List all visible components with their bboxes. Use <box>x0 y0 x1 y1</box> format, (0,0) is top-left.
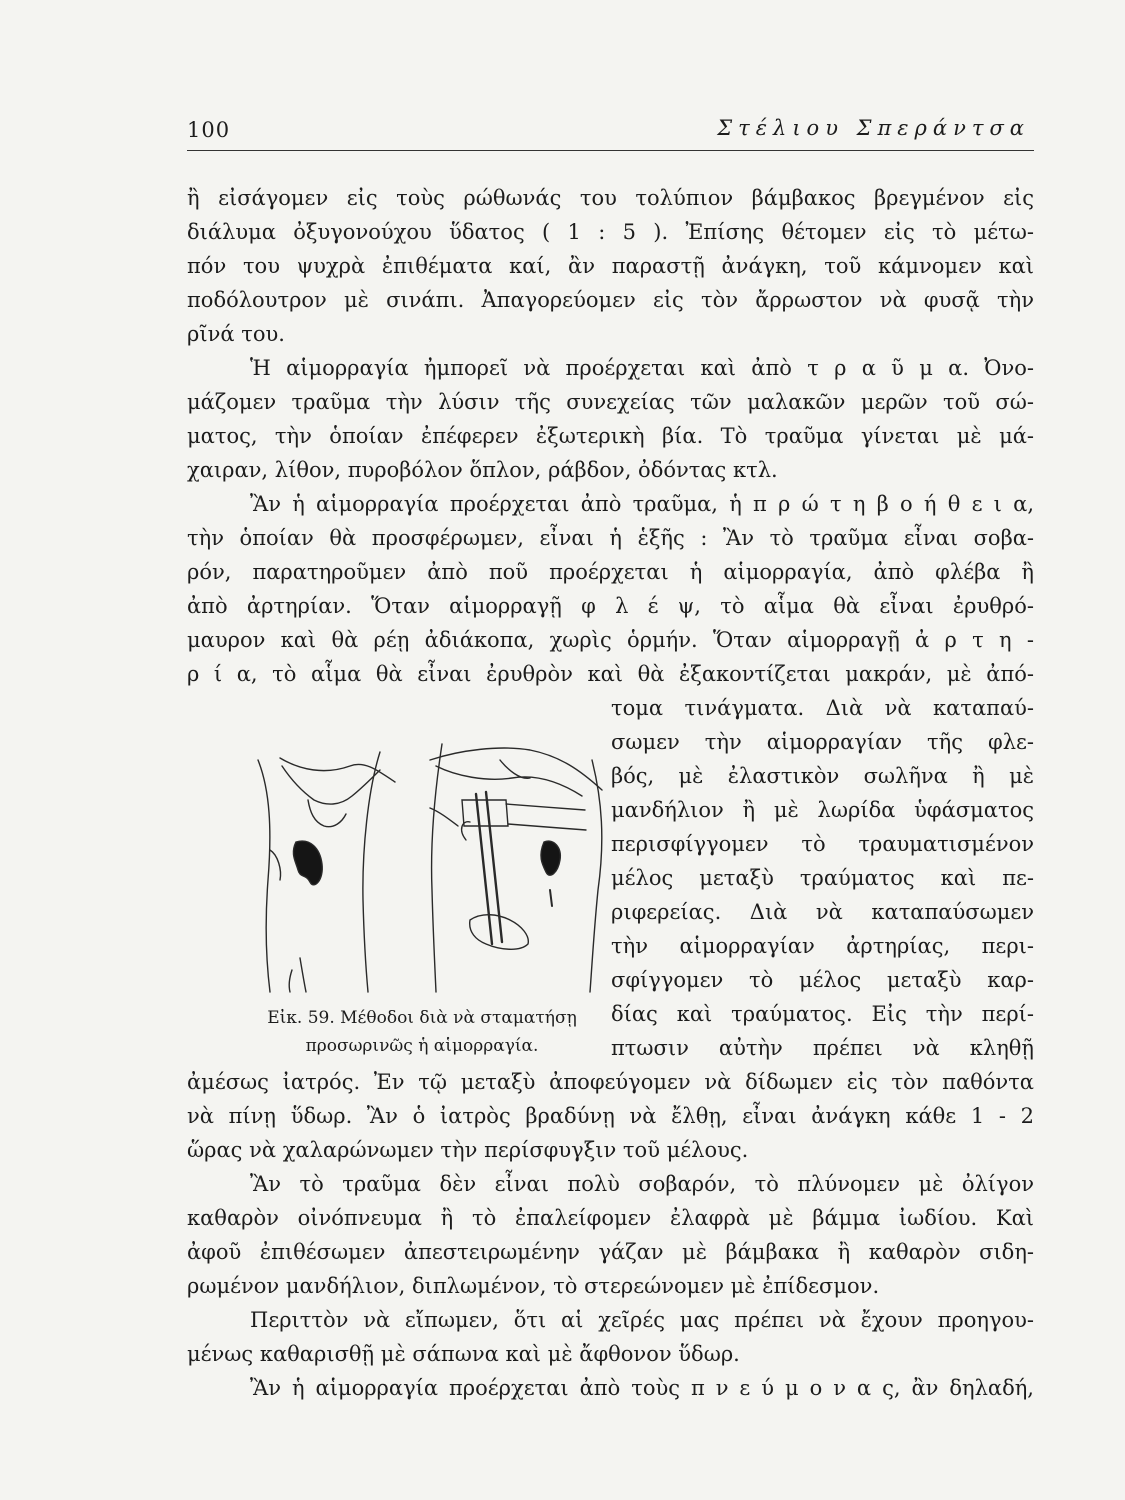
right-cloth <box>430 748 602 790</box>
text-line: σωμεν τὴν αἱμορραγίαν τῆς φλε- <box>611 730 1034 754</box>
text-line: μαυρον καὶ θὰ ρέῃ ἀδιάκοπα, χωρὶς ὁρμήν. Ὅταν αἱμορραγῇ ἀ ρ τ η - <box>187 628 1034 652</box>
text-line: καθαρὸν οἰνόπνευμα ἢ τὸ ἐπαλείφομεν ἐλαφρὰ μὲ βάμμα ἰωδίου. Καὶ <box>187 1206 1034 1230</box>
text-line: Ἂν τὸ τραῦμα δὲν εἶναι πολὺ σοβαρόν, τὸ πλύνομεν μὲ ὀλίγον <box>250 1172 1034 1196</box>
text-line: ρῖνά του. <box>187 322 285 346</box>
text-line: Περιττὸν νὰ εἴπωμεν, ὅτι αἱ χεῖρές μας πρέπει νὰ ἔχουν προηγου- <box>250 1308 1034 1332</box>
text-line: μανδήλιον ἢ μὲ λωρίδα ὑφάσματος <box>611 798 1034 822</box>
wound-left <box>293 841 322 885</box>
text-line: ὥρας νὰ χαλαρώνωμεν τὴν περίσφυγξιν τοῦ μέλους. <box>187 1138 749 1162</box>
figure-caption-line2: προσωρινῶς ἡ αἱμορραγία. <box>305 1036 539 1056</box>
text-line: πόν του ψυχρὰ ἐπιθέματα καί, ἂν παραστῇ ἀνάγκη, τοῦ κάμνομεν καὶ <box>187 254 1034 278</box>
text-line: ἀφοῦ ἐπιθέσωμεν ἀπεστειρωμένην γάζαν μὲ βάμβακα ἢ καθαρὸν σιδη- <box>187 1240 1034 1264</box>
text-line: ματος, τὴν ὁποίαν ἐπέφερεν ἐξωτερικὴ βία. Τὸ τραῦμα γίνεται μὲ μά- <box>187 424 1034 448</box>
text-line: διάλυμα ὀξυγονούχου ὕδατος ( 1 : 5 ). Ἐπίσης θέτομεν εἰς τὸ μέτω- <box>187 220 1034 244</box>
left-leg-outline-right <box>363 752 380 992</box>
running-title: Στέλιου Σπεράντσα <box>717 116 1030 140</box>
text-line: βός, μὲ ἐλαστικὸν σωλῆνα ἢ μὲ <box>611 764 1034 788</box>
text-line: ἢ εἰσάγομεν εἰς τοὺς ρώθωνάς του τολύπιον βάμβακος βρεγμένον εἰς <box>187 186 1034 210</box>
text-line: μάζομεν τραῦμα τὴν λύσιν τῆς συνεχείας τῶν μαλακῶν μερῶν τοῦ σώ- <box>187 390 1034 414</box>
wound-right <box>541 841 560 875</box>
text-line: περισφίγγομεν τὸ τραυματισμένον <box>611 832 1034 856</box>
text-line: τὴν αἱμορραγίαν ἀρτηρίας, περι- <box>611 934 1034 958</box>
left-leg-outline <box>258 760 270 992</box>
text-line: δίας καὶ τραύματος. Εἰς τὴν περί- <box>611 1002 1034 1026</box>
text-line: μέλος μεταξὺ τραύματος καὶ πε- <box>611 866 1034 890</box>
text-line: τὴν ὁποίαν θὰ προσφέρωμεν, εἶναι ἡ ἑξῆς : Ἂν τὸ τραῦμα εἶναι σοβα- <box>187 526 1034 550</box>
text-line: ποδόλουτρον μὲ σινάπι. Ἀπαγορεύομεν εἰς τὸν ἄρρωστον νὰ φυσᾷ τὴν <box>187 288 1034 312</box>
page-header <box>187 114 1034 151</box>
text-line: Ἂν ἡ αἱμορραγία προέρχεται ἀπὸ τοὺς π ν ε ύ μ ο ν α ς, ἂν δηλαδή, <box>250 1376 1034 1400</box>
figure-caption-line1: Εἰκ. 59. Μέθοδοι διὰ νὰ σταματήσῃ <box>267 1008 577 1028</box>
text-line: ἀμέσως ἰατρός. Ἐν τῷ μεταξὺ ἀποφεύγομεν νὰ δίδωμεν εἰς τὸν παθόντα <box>187 1070 1034 1094</box>
right-leg-outline-right <box>590 760 602 992</box>
text-line: ρ ί α, τὸ αἷμα θὰ εἶναι ἐρυθρὸν καὶ θὰ ἐξακοντίζεται μακράν, μὲ ἀπό- <box>187 662 1034 686</box>
text-line: ρωμένον μανδήλιον, διπλωμένον, τὸ στερεώνομεν μὲ ἐπίδεσμον. <box>187 1274 880 1298</box>
page-number: 100 <box>187 118 231 142</box>
text-line: νὰ πίνῃ ὕδωρ. Ἂν ὁ ἰατρὸς βραδύνῃ νὰ ἔλθῃ, εἶναι ἀνάγκη κάθε 1 - 2 <box>187 1104 1034 1128</box>
text-line: τομα τινάγματα. Διὰ νὰ καταπαύ- <box>611 696 1034 720</box>
text-line: πτωσιν αὐτὴν πρέπει νὰ κληθῇ <box>611 1036 1034 1060</box>
text-line: ρόν, παρατηροῦμεν ἀπὸ ποῦ προέρχεται ἡ αἱμορραγία, ἀπὸ φλέβα ἢ <box>187 560 1034 584</box>
tourniquet-illustration <box>230 730 615 998</box>
text-line: ἀπὸ ἀρτηρίαν. Ὅταν αἱμορραγῇ φ λ έ ψ, τὸ αἷμα θὰ εἶναι ἐρυθρό- <box>187 594 1034 618</box>
text-line: Ἂν ἡ αἱμορραγία προέρχεται ἀπὸ τραῦμα, ἡ π ρ ώ τ η β ο ή θ ε ι α, <box>250 492 1034 516</box>
text-line: μένως καθαρισθῇ μὲ σάπωνα καὶ μὲ ἄφθονον ὕδωρ. <box>187 1342 740 1366</box>
right-leg-outline <box>432 744 442 992</box>
text-line: ριφερείας. Διὰ νὰ καταπαύσωμεν <box>611 900 1034 924</box>
text-line: Ἡ αἱμορραγία ἠμπορεῖ νὰ προέρχεται καὶ ἀπὸ τ ρ α ῦ μ α. Ὀνο- <box>250 356 1034 380</box>
text-line: χαιραν, λίθον, πυροβόλον ὅπλον, ράβδον, ὀδόντας κτλ. <box>187 458 778 482</box>
text-line: σφίγγομεν τὸ μέλος μεταξὺ καρ- <box>611 968 1034 992</box>
